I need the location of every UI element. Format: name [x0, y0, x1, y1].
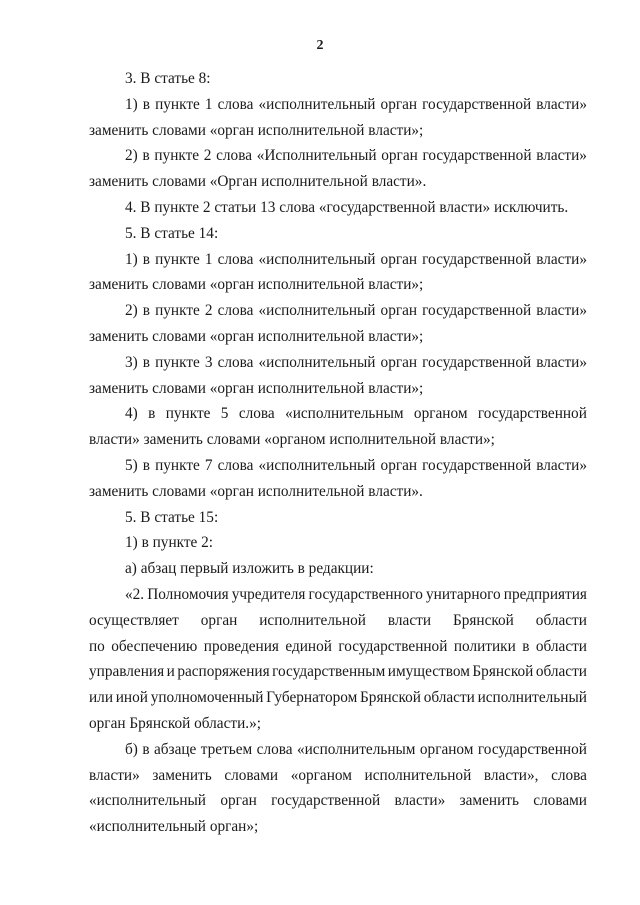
- word: «исполнительным: [285, 405, 404, 423]
- word: в: [142, 302, 151, 320]
- word: государственной: [422, 302, 532, 320]
- text-line: [89, 685, 587, 711]
- word: в: [142, 147, 150, 165]
- word: учредителя: [231, 585, 306, 603]
- text-line: [89, 247, 587, 273]
- word: слова: [217, 302, 254, 320]
- word: государственной: [422, 250, 532, 268]
- word: пункте: [154, 147, 200, 165]
- word: 1): [125, 250, 138, 268]
- text-line: заменить словами «орган исполнительной власти»;: [89, 327, 424, 345]
- word: «исполнительный: [258, 95, 376, 113]
- word: слова: [217, 353, 254, 371]
- text-line: [89, 608, 587, 634]
- text-line: [89, 763, 587, 789]
- word: обеспечению: [111, 637, 198, 655]
- word: власти»: [536, 147, 587, 165]
- word: и: [166, 663, 175, 681]
- word: в: [142, 250, 151, 268]
- word: «органом: [290, 766, 352, 784]
- word: государственной: [422, 456, 532, 474]
- word: Брянской: [360, 689, 421, 707]
- word: власти»: [536, 456, 587, 474]
- word: в: [522, 637, 530, 655]
- word: 4): [125, 405, 138, 423]
- word: области: [423, 689, 475, 707]
- word: орган: [200, 611, 238, 629]
- word: Брянской: [472, 663, 534, 681]
- word: области: [535, 611, 587, 629]
- word: Брянской: [452, 611, 514, 629]
- word: исполнительной: [259, 611, 366, 629]
- word: государственной: [477, 740, 587, 758]
- word: «2.: [125, 585, 145, 603]
- word: в: [142, 456, 151, 474]
- text-line: «исполнительный орган»;: [89, 818, 259, 836]
- word: «Исполнительный: [256, 147, 377, 165]
- word: власти»: [89, 766, 140, 784]
- word: государственной: [271, 792, 381, 810]
- word: имуществом: [387, 663, 470, 681]
- word: «исполнительный: [89, 792, 206, 810]
- word: пункте: [155, 302, 200, 320]
- word: государственной: [422, 353, 532, 371]
- document-body: [89, 66, 587, 840]
- text-line: [89, 453, 587, 479]
- word: государственной: [422, 147, 532, 165]
- word: иной: [115, 689, 148, 707]
- text-line: заменить словами «орган исполнительной власти»;: [89, 121, 424, 139]
- text-line: [89, 788, 587, 814]
- text-line: заменить словами «орган исполнительной власти»;: [89, 276, 424, 294]
- word: предприятия: [503, 585, 587, 603]
- word: 7: [204, 456, 213, 474]
- word: власти»: [536, 353, 587, 371]
- text-line: [89, 298, 587, 324]
- word: политики: [453, 637, 516, 655]
- word: «исполнительный: [258, 456, 376, 474]
- word: слова: [238, 405, 275, 423]
- text-line: заменить словами «Орган исполнительной власти».: [89, 173, 427, 191]
- word: распоряжения: [177, 663, 270, 681]
- word: заменить: [152, 766, 212, 784]
- word: орган: [220, 792, 257, 810]
- word: управления: [89, 663, 165, 681]
- text-line: 1) в пункте 2:: [125, 534, 214, 552]
- word: 2: [204, 302, 213, 320]
- text-line: [89, 350, 587, 376]
- word: проведения: [203, 637, 279, 655]
- word: по: [89, 637, 105, 655]
- word: словами: [533, 792, 587, 810]
- text-line: заменить словами «орган исполнительной власти».: [89, 482, 423, 500]
- word: в: [142, 740, 150, 758]
- word: 2: [203, 147, 212, 165]
- word: органом: [419, 740, 474, 758]
- word: 5): [125, 456, 138, 474]
- word: орган: [381, 147, 418, 165]
- word: пункте: [155, 250, 200, 268]
- text-line: [89, 143, 587, 169]
- word: пункте: [165, 405, 211, 423]
- word: б): [125, 740, 138, 758]
- word: власти»: [536, 302, 587, 320]
- word: «исполнительный: [258, 302, 376, 320]
- word: «исполнительный: [258, 353, 376, 371]
- word: орган: [380, 353, 418, 371]
- word: государственной: [422, 95, 532, 113]
- word: абзаце: [153, 740, 197, 758]
- word: слова: [256, 740, 293, 758]
- text-line: заменить словами «орган исполнительной власти»;: [89, 379, 424, 397]
- text-line: 5. В статье 14:: [125, 224, 219, 242]
- word: власти»: [394, 792, 446, 810]
- word: власти: [387, 611, 432, 629]
- text-line: 4. В пункте 2 статьи 13 слова «государственной власти» исключить.: [125, 198, 569, 216]
- word: власти»: [536, 250, 587, 268]
- word: унитарного: [426, 585, 501, 603]
- word: «исполнительным: [296, 740, 416, 758]
- word: словами: [224, 766, 279, 784]
- word: третьем: [200, 740, 253, 758]
- word: слова: [551, 766, 587, 784]
- word: государственным: [272, 663, 386, 681]
- word: 1: [204, 95, 213, 113]
- word: уполномоченный: [150, 689, 264, 707]
- text-line: а) абзац первый изложить в редакции:: [125, 560, 374, 578]
- text-line: власти» заменить словами «органом исполнительной власти»;: [89, 431, 495, 449]
- word: в: [142, 353, 151, 371]
- word: орган: [380, 302, 418, 320]
- word: государственной: [338, 637, 448, 655]
- word: государственного: [308, 585, 423, 603]
- word: или: [89, 689, 114, 707]
- word: 1): [125, 95, 138, 113]
- word: слова: [217, 250, 254, 268]
- word: 3): [125, 353, 138, 371]
- word: государственной: [477, 405, 587, 423]
- word: Губернатором: [266, 689, 358, 707]
- word: 2): [125, 147, 138, 165]
- word: слова: [216, 147, 253, 165]
- word: осуществляет: [89, 611, 179, 629]
- word: власти»: [536, 95, 587, 113]
- text-line: [89, 634, 587, 660]
- word: области: [535, 663, 587, 681]
- text-line: 3. В статье 8:: [125, 70, 211, 87]
- text-line: [89, 582, 587, 608]
- word: пункте: [155, 95, 200, 113]
- text-line: [89, 92, 587, 118]
- word: области: [535, 637, 587, 655]
- word: в: [148, 405, 156, 423]
- word: пункте: [155, 456, 200, 474]
- text-line: [89, 659, 587, 685]
- word: Полномочия: [147, 585, 229, 603]
- word: 2): [125, 302, 138, 320]
- word: заменить: [459, 792, 519, 810]
- word: исполнительный: [477, 689, 587, 707]
- word: единой: [285, 637, 332, 655]
- word: пункте: [155, 353, 200, 371]
- word: 5: [220, 405, 229, 423]
- word: исполнительной: [364, 766, 472, 784]
- word: орган: [380, 95, 418, 113]
- word: «исполнительный: [258, 250, 376, 268]
- word: власти»,: [483, 766, 539, 784]
- text-line: [89, 401, 587, 427]
- word: слова: [217, 95, 254, 113]
- page-number: 2: [316, 38, 324, 53]
- word: 1: [204, 250, 213, 268]
- text-line: [89, 737, 587, 763]
- word: орган: [380, 456, 418, 474]
- text-line: 5. В статье 15:: [125, 508, 219, 526]
- word: в: [142, 95, 151, 113]
- word: органом: [413, 405, 468, 423]
- text-line: орган Брянской области.»;: [89, 714, 261, 732]
- word: орган: [380, 250, 418, 268]
- word: слова: [217, 456, 254, 474]
- word: 3: [204, 353, 213, 371]
